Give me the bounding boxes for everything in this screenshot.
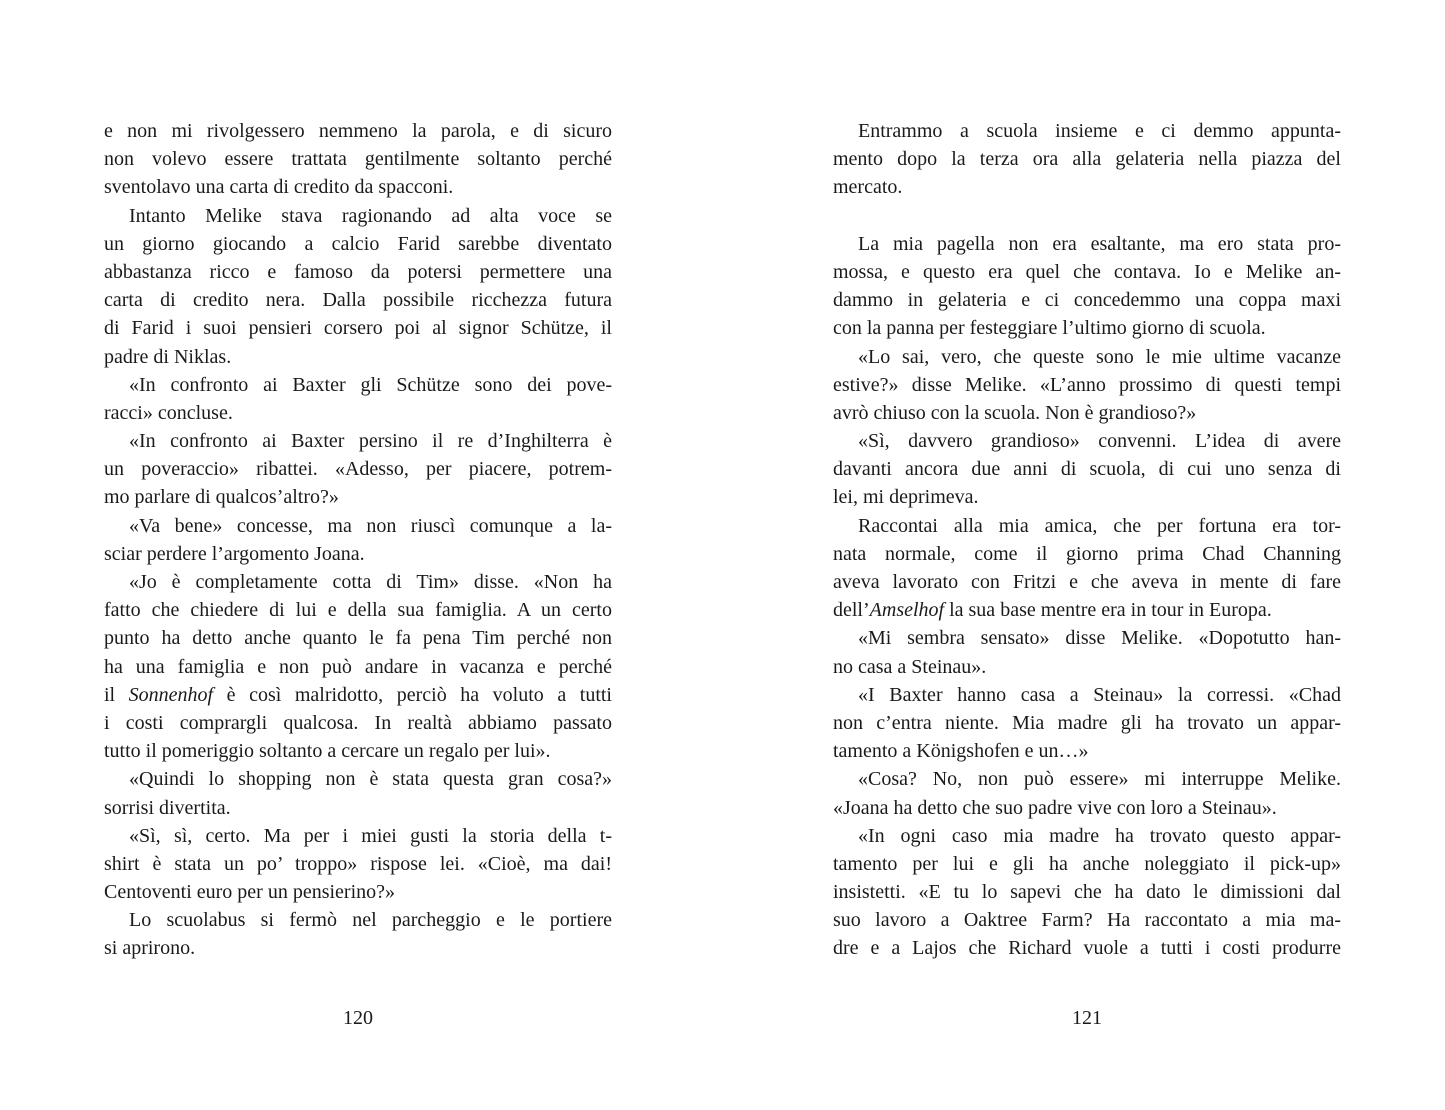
text-line (104, 906, 612, 934)
page-right-text-column (833, 117, 1341, 963)
text-line (833, 230, 1341, 258)
body-text: Lo scuolabus si fermò nel parcheggio e le portiere (129, 909, 612, 932)
body-text: abbastanza ricco e famoso da potersi permettere una (104, 260, 612, 283)
body-text: si aprirono. (104, 937, 196, 960)
body-text: con la panna per festeggiare l’ultimo giorno di scuola. (833, 317, 1266, 340)
body-text: Raccontai alla mia amica, che per fortuna era tor- (858, 514, 1341, 537)
body-text: di Farid i suoi pensieri corsero poi al signor Schütze, il (104, 317, 612, 340)
body-text: i costi comprargli qualcosa. In realtà abbiamo passato (104, 711, 612, 734)
body-text: tamento a Königshofen e un…» (833, 740, 1089, 763)
body-text: dell’ (833, 599, 870, 622)
text-line (833, 596, 1341, 624)
body-text: tutto il pomeriggio soltanto a cercare un regalo per lui». (104, 740, 551, 763)
body-text: Intanto Melike stava ragionando ad alta voce se (129, 204, 612, 227)
text-line (833, 343, 1341, 371)
body-text: aveva lavorato con Fritzi e che aveva in mente di fare (833, 571, 1341, 593)
body-text: dammo in gelateria e ci concedemmo una coppa maxi (833, 289, 1341, 312)
text-line (833, 286, 1341, 314)
body-text: è così malridotto, perciò ha voluto a tutti (213, 683, 612, 706)
text-line (104, 540, 612, 568)
body-text: nata normale, come il giorno prima Chad Channing (833, 542, 1341, 565)
text-line (104, 794, 612, 822)
text-line (104, 737, 612, 765)
italic-text: Amselhof (869, 599, 945, 622)
text-line (833, 681, 1341, 709)
body-text: carta di credito nera. Dalla possibile ricchezza futura (104, 289, 612, 312)
body-text: «Lo sai, vero, che queste sono le mie ultime vacanze (858, 345, 1341, 368)
body-text: tamento per lui e gli ha anche noleggiato il pick-up» (833, 852, 1341, 875)
text-line (104, 230, 612, 258)
body-text: estive?» disse Melike. «L’anno prossimo di questi tempi (833, 373, 1341, 396)
body-text: mossa, e questo era quel che contava. Io e Melike an- (833, 260, 1341, 283)
text-line (833, 794, 1341, 822)
text-line (833, 314, 1341, 342)
text-line (104, 455, 612, 483)
text-line (833, 850, 1341, 878)
page-number: 120 (343, 1007, 373, 1029)
body-text: lei, mi deprimeva. (833, 486, 979, 509)
text-line (104, 286, 612, 314)
text-line (104, 427, 612, 455)
text-line (833, 455, 1341, 483)
page-left (0, 0, 722, 1110)
text-line (833, 822, 1341, 850)
body-text: sciar perdere l’argomento Joana. (104, 542, 365, 565)
text-line (833, 765, 1341, 793)
text-line (104, 596, 612, 624)
body-text: un giorno giocando a calcio Farid sarebbe diventato (104, 232, 612, 255)
body-text: «In confronto ai Baxter persino il re d’Inghilterra è (129, 430, 612, 453)
body-text: punto ha detto anche quanto le fa pena Tim perché non (104, 627, 612, 650)
text-line (104, 483, 612, 511)
text-line (104, 202, 612, 230)
body-text: davanti ancora due anni di scuola, di cui uno senza di (833, 458, 1341, 481)
body-text: mento dopo la terza ora alla gelateria nella piazza del (833, 148, 1341, 171)
body-text: non volevo essere trattata gentilmente soltanto perché (104, 148, 612, 171)
body-text: «Joana ha detto che suo padre vive con loro a Steinau». (833, 796, 1277, 819)
text-line (833, 399, 1341, 427)
body-text: insistetti. «E tu lo sapevi che ha dato le dimissioni dal (833, 881, 1341, 904)
text-line (833, 145, 1341, 173)
text-line (833, 653, 1341, 681)
text-line (104, 624, 612, 652)
text-line (104, 878, 612, 906)
text-line (104, 850, 612, 878)
body-text: padre di Niklas. (104, 345, 232, 368)
body-text: avrò chiuso con la scuola. Non è grandioso?» (833, 401, 1197, 424)
text-line (833, 709, 1341, 737)
text-line (104, 681, 612, 709)
text-line (833, 737, 1341, 765)
body-text: non c’entra niente. Mia madre gli ha trovato un appar- (833, 711, 1341, 734)
body-text: «Sì, sì, certo. Ma per i miei gusti la storia della t- (129, 824, 612, 847)
body-text: dre e a Lajos che Richard vuole a tutti i costi produrre (833, 937, 1341, 960)
text-line (833, 568, 1341, 596)
body-text: «Jo è completamente cotta di Tim» disse. «Non ha (129, 571, 612, 593)
body-text: «Quindi lo shopping non è stata questa gran cosa?» (129, 768, 612, 791)
text-line (104, 314, 612, 342)
text-line (104, 117, 612, 145)
body-text: e non mi rivolgessero nemmeno la parola, e di sicuro (104, 120, 612, 142)
body-text: mo parlare di qualcos’altro?» (104, 486, 339, 509)
body-text: fatto che chiedere di lui e della sua famiglia. A un certo (104, 599, 612, 622)
text-line (833, 906, 1341, 934)
text-line (104, 512, 612, 540)
body-text: no casa a Steinau». (833, 655, 987, 678)
body-text: «Sì, davvero grandioso» convenni. L’idea di avere (858, 430, 1341, 453)
text-line (833, 540, 1341, 568)
text-line (833, 878, 1341, 906)
body-text: «Cosa? No, non può essere» mi interruppe Melike. (858, 768, 1341, 791)
text-line (104, 934, 612, 962)
text-line (833, 117, 1341, 145)
text-line (833, 624, 1341, 652)
text-line (833, 371, 1341, 399)
body-text: racci» concluse. (104, 401, 233, 424)
text-line (833, 512, 1341, 540)
body-text: suo lavoro a Oaktree Farm? Ha raccontato a mia ma- (833, 909, 1341, 932)
body-text: «I Baxter hanno casa a Steinau» la corressi. «Chad (858, 683, 1341, 706)
text-line (833, 483, 1341, 511)
body-text: la sua base mentre era in tour in Europa. (944, 599, 1272, 622)
body-text: sventolavo una carta di credito da spacconi. (104, 176, 454, 199)
body-text: Entrammo a scuola insieme e ci demmo appunta- (858, 120, 1341, 142)
body-text: «Va bene» concesse, ma non riuscì comunque a la- (129, 514, 612, 537)
body-text: il (104, 683, 129, 706)
text-line (104, 653, 612, 681)
text-line (833, 934, 1341, 962)
text-line (104, 371, 612, 399)
text-line (104, 709, 612, 737)
text-line (104, 399, 612, 427)
page-left-text-column (104, 117, 612, 963)
body-text: «In ogni caso mia madre ha trovato questo appar- (858, 824, 1341, 847)
body-text: mercato. (833, 176, 903, 199)
page-right (723, 0, 1445, 1110)
body-text: «Mi sembra sensato» disse Melike. «Dopotutto han- (858, 627, 1341, 650)
text-line (104, 173, 612, 201)
blank-line (833, 202, 1341, 230)
body-text: sorrisi divertita. (104, 796, 231, 819)
body-text: Centoventi euro per un pensierino?» (104, 881, 396, 904)
text-line (104, 568, 612, 596)
body-text: un poveraccio» ribattei. «Adesso, per piacere, potrem- (104, 458, 612, 481)
body-text: ha una famiglia e non può andare in vacanza e perché (104, 655, 612, 678)
italic-text: Sonnenhof (128, 683, 214, 706)
body-text: La mia pagella non era esaltante, ma ero stata pro- (858, 232, 1341, 255)
text-line (104, 822, 612, 850)
text-line (104, 258, 612, 286)
text-line (833, 173, 1341, 201)
page-number: 121 (1072, 1007, 1102, 1029)
text-line (104, 765, 612, 793)
text-line (833, 258, 1341, 286)
body-text: «In confronto ai Baxter gli Schütze sono dei pove- (129, 373, 612, 396)
text-line (104, 343, 612, 371)
text-line (104, 145, 612, 173)
body-text: shirt è stata un po’ troppo» rispose lei. «Cioè, ma dai! (104, 852, 612, 875)
text-line (833, 427, 1341, 455)
